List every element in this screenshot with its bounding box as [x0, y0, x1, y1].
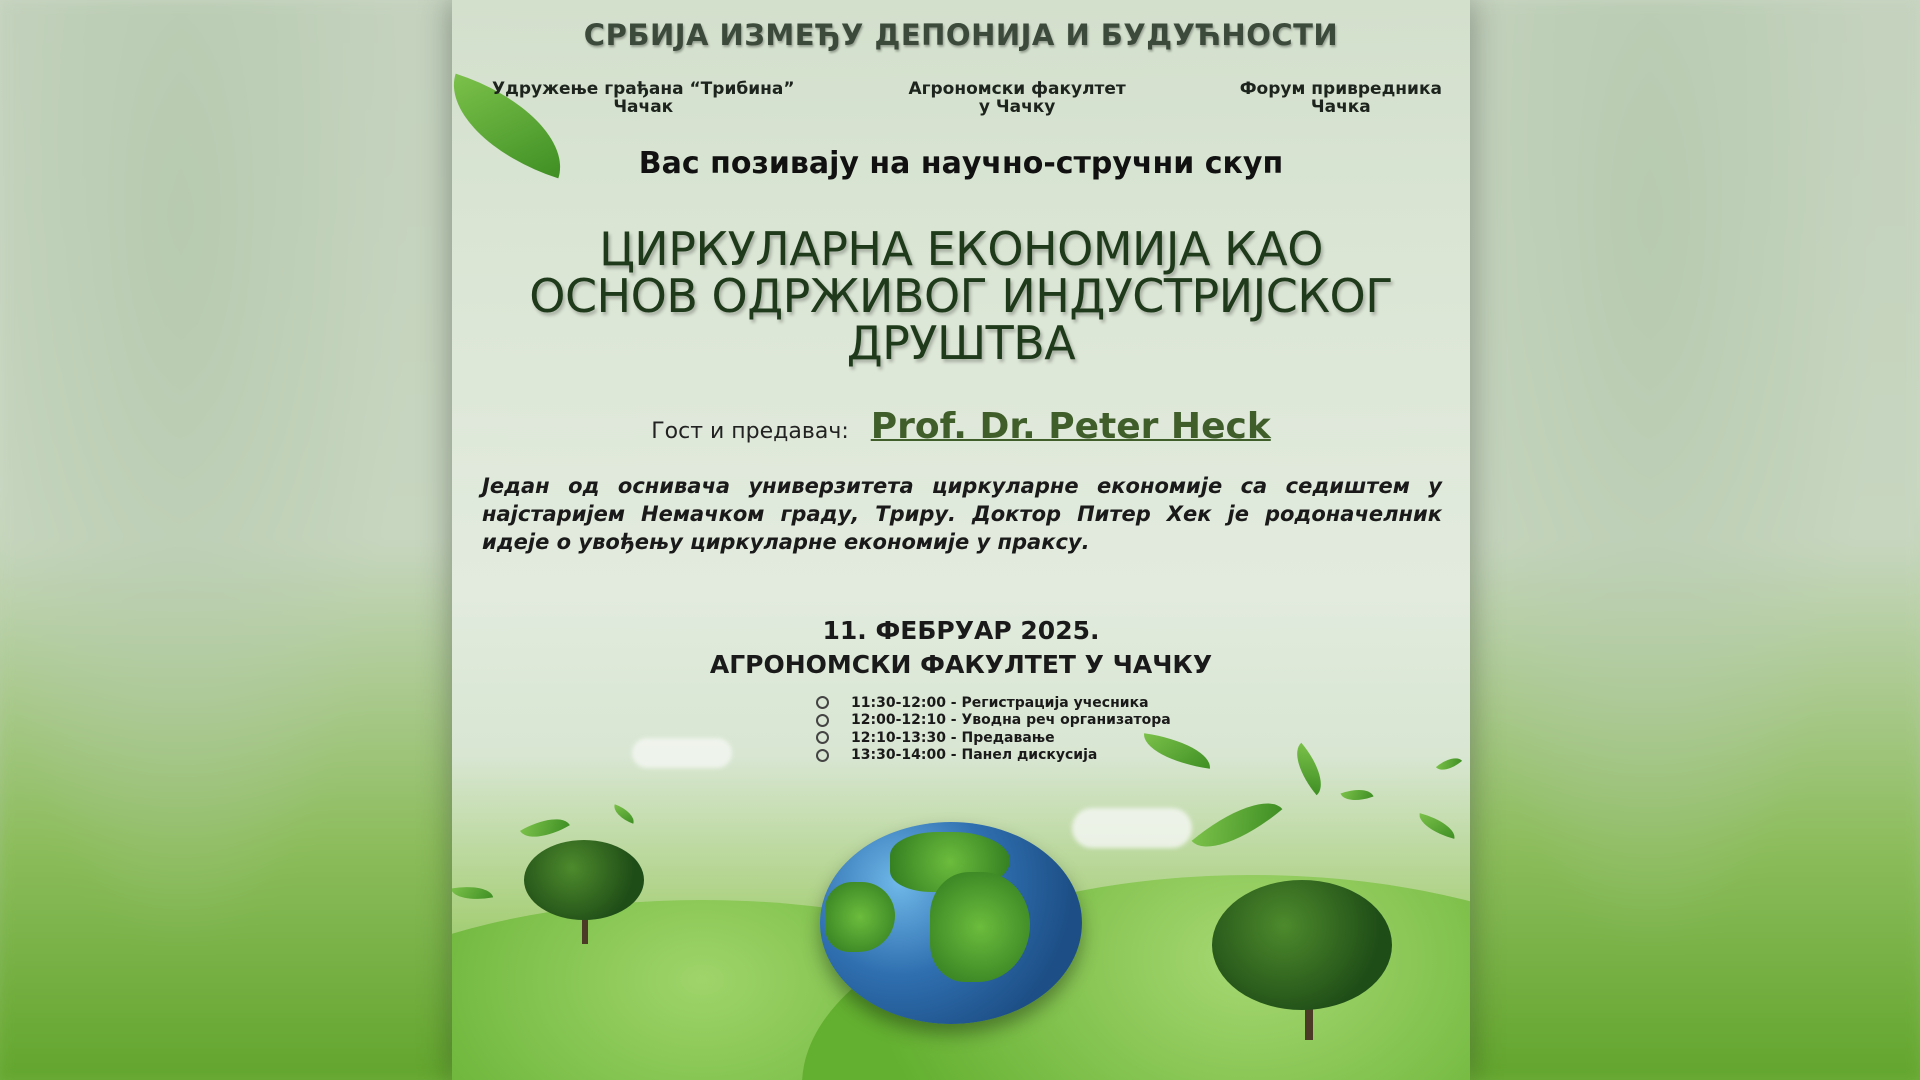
speaker-description: Један од оснивача универзитета циркуларне економије са седиштем у најстаријем Немачком граду, Триру. Доктор Питер Хек је родоначелник идеје о увођењу циркуларне економије у праксу. — [482, 474, 1442, 554]
guest-speaker-row — [452, 406, 1470, 447]
event-venue: АГРОНОМСКИ ФАКУЛТЕТ У ЧАЧКУ — [709, 650, 1213, 679]
invitation-line: Вас позивају на научно-стручни скуп — [638, 146, 1284, 181]
organizer-name: Форум привредника — [1239, 79, 1442, 99]
organizer-name: Удружење грађана “Трибина” — [492, 79, 795, 99]
organizer-name: Агрономски факултет — [908, 79, 1126, 99]
circle-bullet-icon — [816, 696, 829, 709]
schedule-item — [816, 729, 1171, 747]
event-poster — [452, 0, 1470, 1080]
background-blur-left — [0, 0, 452, 1080]
leaf-decoration — [1341, 783, 1374, 806]
tree-icon — [524, 840, 644, 920]
schedule-item — [816, 747, 1171, 765]
organizers-row — [492, 80, 1442, 116]
leaf-decoration — [452, 882, 493, 905]
leaf-decoration — [1285, 743, 1334, 795]
green-globe-icon — [820, 822, 1082, 1024]
event-title — [452, 222, 1470, 370]
organizer-city: у Чачку — [978, 97, 1056, 117]
organizer-city: Чачак — [613, 97, 674, 117]
poster-top-title: СРБИЈА ИЗМЕЂУ ДЕПОНИЈА И БУДУЋНОСТИ — [583, 18, 1339, 52]
organizer-agronomy-faculty — [908, 80, 1125, 116]
continent-shape — [930, 872, 1030, 982]
schedule-text: 12:00-12:10 - Уводна реч организатора — [851, 712, 1171, 729]
cloud-decoration — [632, 738, 732, 768]
continent-shape — [825, 882, 895, 952]
leaf-decoration — [1416, 813, 1459, 839]
event-title-line: ОСНОВ ОДРЖИВОГ ИНДУСТРИЈСКОГ — [529, 269, 1393, 323]
schedule-item — [816, 712, 1171, 730]
event-title-line: ЦИРКУЛАРНА ЕКОНОМИЈА КАО — [599, 222, 1323, 276]
schedule-list — [816, 694, 1171, 764]
leaf-decoration — [1436, 752, 1462, 777]
event-title-line: ДРУШТВА — [846, 316, 1076, 370]
organizer-tribina — [492, 80, 795, 116]
schedule-text: 11:30-12:00 - Регистрација учесника — [851, 694, 1149, 711]
organizer-business-forum — [1240, 80, 1442, 116]
guest-label: Гост и предавач: — [651, 419, 849, 444]
guest-name: Prof. Dr. Peter Heck — [870, 406, 1271, 447]
circle-bullet-icon — [816, 731, 829, 744]
leaf-decoration — [611, 804, 638, 823]
cloud-decoration — [1072, 808, 1192, 848]
event-date: 11. ФЕБРУАР 2025. — [822, 616, 1100, 645]
organizer-city: Чачка — [1310, 97, 1371, 117]
circle-bullet-icon — [816, 714, 829, 727]
leaf-decoration — [1192, 783, 1283, 867]
schedule-text: 12:10-13:30 - Предавање — [851, 729, 1055, 746]
tree-icon — [1212, 880, 1392, 1010]
schedule-item — [816, 694, 1171, 712]
background-blur-right — [1470, 0, 1920, 1080]
schedule-text: 13:30-14:00 - Панел дискусија — [851, 747, 1098, 764]
circle-bullet-icon — [816, 749, 829, 762]
